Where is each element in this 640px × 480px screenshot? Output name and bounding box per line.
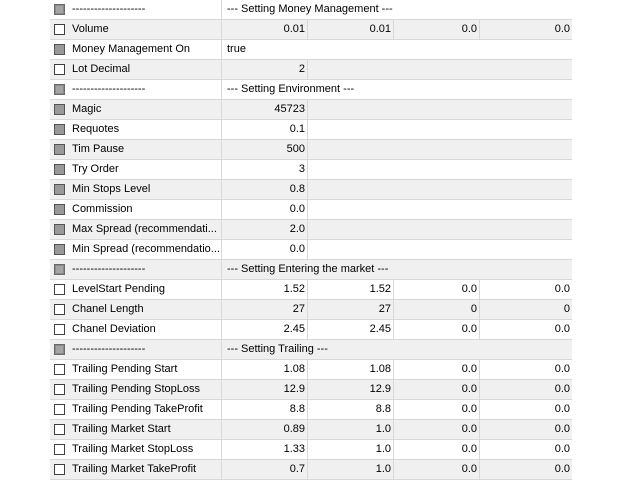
- name-cell: [50, 380, 222, 399]
- param-name: Min Spread (recommendatio...: [72, 243, 220, 255]
- value-cell[interactable]: 3: [222, 160, 308, 179]
- value-cell[interactable]: 0.0: [222, 240, 308, 259]
- stop-cell[interactable]: 0.0: [554, 23, 570, 35]
- name-cell: [50, 460, 222, 479]
- value-cell[interactable]: 45723: [222, 100, 308, 119]
- value-cell[interactable]: 12.9: [222, 380, 308, 399]
- checkbox[interactable]: [54, 284, 65, 295]
- name-cell: [50, 160, 222, 179]
- stop-cell[interactable]: 0.0: [554, 403, 570, 415]
- param-name: Trailing Pending StopLoss: [72, 383, 201, 395]
- name-cell: [50, 120, 222, 139]
- checkbox[interactable]: [54, 104, 65, 115]
- stop-cell[interactable]: 0.0: [554, 363, 570, 375]
- step-cell[interactable]: 0.0: [394, 380, 480, 399]
- value-cell[interactable]: 1.52: [222, 280, 308, 299]
- start-cell[interactable]: 1.0: [308, 460, 394, 479]
- param-name: Money Management On: [72, 43, 191, 55]
- section-row: [50, 80, 572, 100]
- step-cell[interactable]: 0.0: [394, 400, 480, 419]
- stop-cell[interactable]: 0.0: [554, 423, 570, 435]
- checkbox[interactable]: [54, 164, 65, 175]
- name-cell: [50, 180, 222, 199]
- param-row-min-spread: [50, 240, 572, 260]
- param-row-trailing-pending-stoploss: [50, 380, 572, 400]
- param-name: Requotes: [72, 123, 120, 135]
- param-row-volume: [50, 20, 572, 40]
- value-cell[interactable]: 1.08: [222, 360, 308, 379]
- checkbox[interactable]: [54, 144, 65, 155]
- checkbox[interactable]: [54, 4, 65, 15]
- value-cell[interactable]: 27: [222, 300, 308, 319]
- step-cell[interactable]: 0.0: [394, 460, 480, 479]
- checkbox[interactable]: [54, 244, 65, 255]
- value-cell[interactable]: 2.0: [222, 220, 308, 239]
- value-cell[interactable]: 500: [222, 140, 308, 159]
- name-cell: [50, 0, 222, 19]
- checkbox[interactable]: [54, 84, 65, 95]
- stop-cell[interactable]: 0.0: [554, 323, 570, 335]
- param-name: Try Order: [72, 163, 119, 175]
- stop-cell[interactable]: 0.0: [554, 443, 570, 455]
- param-name: Chanel Deviation: [72, 323, 156, 335]
- checkbox[interactable]: [54, 324, 65, 335]
- checkbox[interactable]: [54, 344, 65, 355]
- param-row-levelstart-pending: [50, 280, 572, 300]
- section-label: --- Setting Trailing ---: [227, 343, 328, 355]
- checkbox[interactable]: [54, 304, 65, 315]
- name-cell: [50, 100, 222, 119]
- value-cell[interactable]: 0.89: [222, 420, 308, 439]
- param-name: Chanel Length: [72, 303, 144, 315]
- param-name: Trailing Market StopLoss: [72, 443, 194, 455]
- checkbox[interactable]: [54, 184, 65, 195]
- step-cell[interactable]: 0.0: [394, 360, 480, 379]
- value-cell[interactable]: 2.45: [222, 320, 308, 339]
- param-name: Magic: [72, 103, 102, 115]
- value-cell[interactable]: 0.0: [222, 200, 308, 219]
- param-name: Trailing Market Start: [72, 423, 171, 435]
- value-cell[interactable]: 0.8: [222, 180, 308, 199]
- param-row-min-stops-level: [50, 180, 572, 200]
- name-cell: [50, 240, 222, 259]
- name-cell: [50, 260, 222, 279]
- section-label: --- Setting Entering the market ---: [227, 263, 389, 275]
- value-cell[interactable]: true: [227, 43, 246, 55]
- stop-cell[interactable]: 0.0: [554, 383, 570, 395]
- param-name: --------------------: [72, 263, 146, 275]
- param-name: Volume: [72, 23, 109, 35]
- param-name: --------------------: [72, 3, 146, 15]
- step-cell[interactable]: 0.0: [394, 420, 480, 439]
- param-row-trailing-pending-start: [50, 360, 572, 380]
- checkbox[interactable]: [54, 364, 65, 375]
- param-row-try-order: [50, 160, 572, 180]
- section-row: [50, 260, 572, 280]
- param-name: --------------------: [72, 343, 146, 355]
- start-cell[interactable]: 27: [308, 300, 394, 319]
- name-cell: [50, 300, 222, 319]
- value-cell[interactable]: 0.01: [222, 20, 308, 39]
- name-cell: [50, 320, 222, 339]
- param-name: Trailing Pending TakeProfit: [72, 403, 203, 415]
- param-name: --------------------: [72, 83, 146, 95]
- name-cell: [50, 20, 222, 39]
- start-cell[interactable]: 8.8: [308, 400, 394, 419]
- step-cell[interactable]: 0.0: [394, 440, 480, 459]
- section-row: [50, 0, 572, 20]
- param-name: LevelStart Pending: [72, 283, 165, 295]
- name-cell: [50, 420, 222, 439]
- param-row-trailing-pending-takeprofit: [50, 400, 572, 420]
- start-cell[interactable]: 12.9: [308, 380, 394, 399]
- start-cell[interactable]: 2.45: [308, 320, 394, 339]
- param-row-money-management: [50, 40, 572, 60]
- param-row-chanel-deviation: [50, 320, 572, 340]
- param-row-tim-pause: [50, 140, 572, 160]
- stop-cell[interactable]: 0.0: [554, 463, 570, 475]
- checkbox[interactable]: [54, 224, 65, 235]
- param-name: Min Stops Level: [72, 183, 151, 195]
- param-name: Tim Pause: [72, 143, 125, 155]
- step-cell[interactable]: 0.0: [394, 280, 480, 299]
- checkbox[interactable]: [54, 24, 65, 35]
- start-cell[interactable]: 1.0: [308, 440, 394, 459]
- start-cell[interactable]: 0.01: [308, 20, 394, 39]
- parameters-grid: [50, 0, 572, 480]
- checkbox[interactable]: [54, 424, 65, 435]
- name-cell: [50, 200, 222, 219]
- start-cell[interactable]: 1.52: [308, 280, 394, 299]
- value-cell[interactable]: 8.8: [222, 400, 308, 419]
- step-cell[interactable]: 0.0: [394, 20, 480, 39]
- section-row: [50, 340, 572, 360]
- checkbox[interactable]: [54, 444, 65, 455]
- step-cell[interactable]: 0: [394, 300, 480, 319]
- section-label: --- Setting Money Management ---: [227, 3, 393, 15]
- value-cell[interactable]: 0.7: [222, 460, 308, 479]
- name-cell: [50, 400, 222, 419]
- param-row-chanel-length: [50, 300, 572, 320]
- step-cell[interactable]: 0.0: [394, 320, 480, 339]
- checkbox[interactable]: [54, 384, 65, 395]
- checkbox[interactable]: [54, 44, 65, 55]
- value-cell[interactable]: 2: [222, 60, 308, 79]
- name-cell: [50, 220, 222, 239]
- start-cell[interactable]: 1.0: [308, 420, 394, 439]
- param-name: Trailing Pending Start: [72, 363, 178, 375]
- name-cell: [50, 340, 222, 359]
- param-name: Lot Decimal: [72, 63, 131, 75]
- value-cell[interactable]: 1.33: [222, 440, 308, 459]
- stop-cell[interactable]: 0: [563, 303, 570, 315]
- stop-cell[interactable]: 0.0: [554, 283, 570, 295]
- param-row-trailing-market-start: [50, 420, 572, 440]
- checkbox[interactable]: [54, 264, 65, 275]
- param-name: Commission: [72, 203, 133, 215]
- name-cell: [50, 40, 222, 59]
- value-cell[interactable]: 0.1: [222, 120, 308, 139]
- param-row-lot-decimal: [50, 60, 572, 80]
- param-row-magic: [50, 100, 572, 120]
- checkbox[interactable]: [54, 64, 65, 75]
- checkbox[interactable]: [54, 464, 65, 475]
- checkbox[interactable]: [54, 124, 65, 135]
- section-label: --- Setting Environment ---: [227, 83, 355, 95]
- checkbox[interactable]: [54, 204, 65, 215]
- checkbox[interactable]: [54, 404, 65, 415]
- param-row-commission: [50, 200, 572, 220]
- param-row-trailing-market-stoploss: [50, 440, 572, 460]
- param-name: Max Spread (recommendati...: [72, 223, 217, 235]
- name-cell: [50, 440, 222, 459]
- name-cell: [50, 360, 222, 379]
- param-row-max-spread: [50, 220, 572, 240]
- param-row-trailing-market-takeprofit: [50, 460, 572, 480]
- name-cell: [50, 80, 222, 99]
- start-cell[interactable]: 1.08: [308, 360, 394, 379]
- param-row-requotes: [50, 120, 572, 140]
- name-cell: [50, 140, 222, 159]
- name-cell: [50, 60, 222, 79]
- param-name: Trailing Market TakeProfit: [72, 463, 197, 475]
- name-cell: [50, 280, 222, 299]
